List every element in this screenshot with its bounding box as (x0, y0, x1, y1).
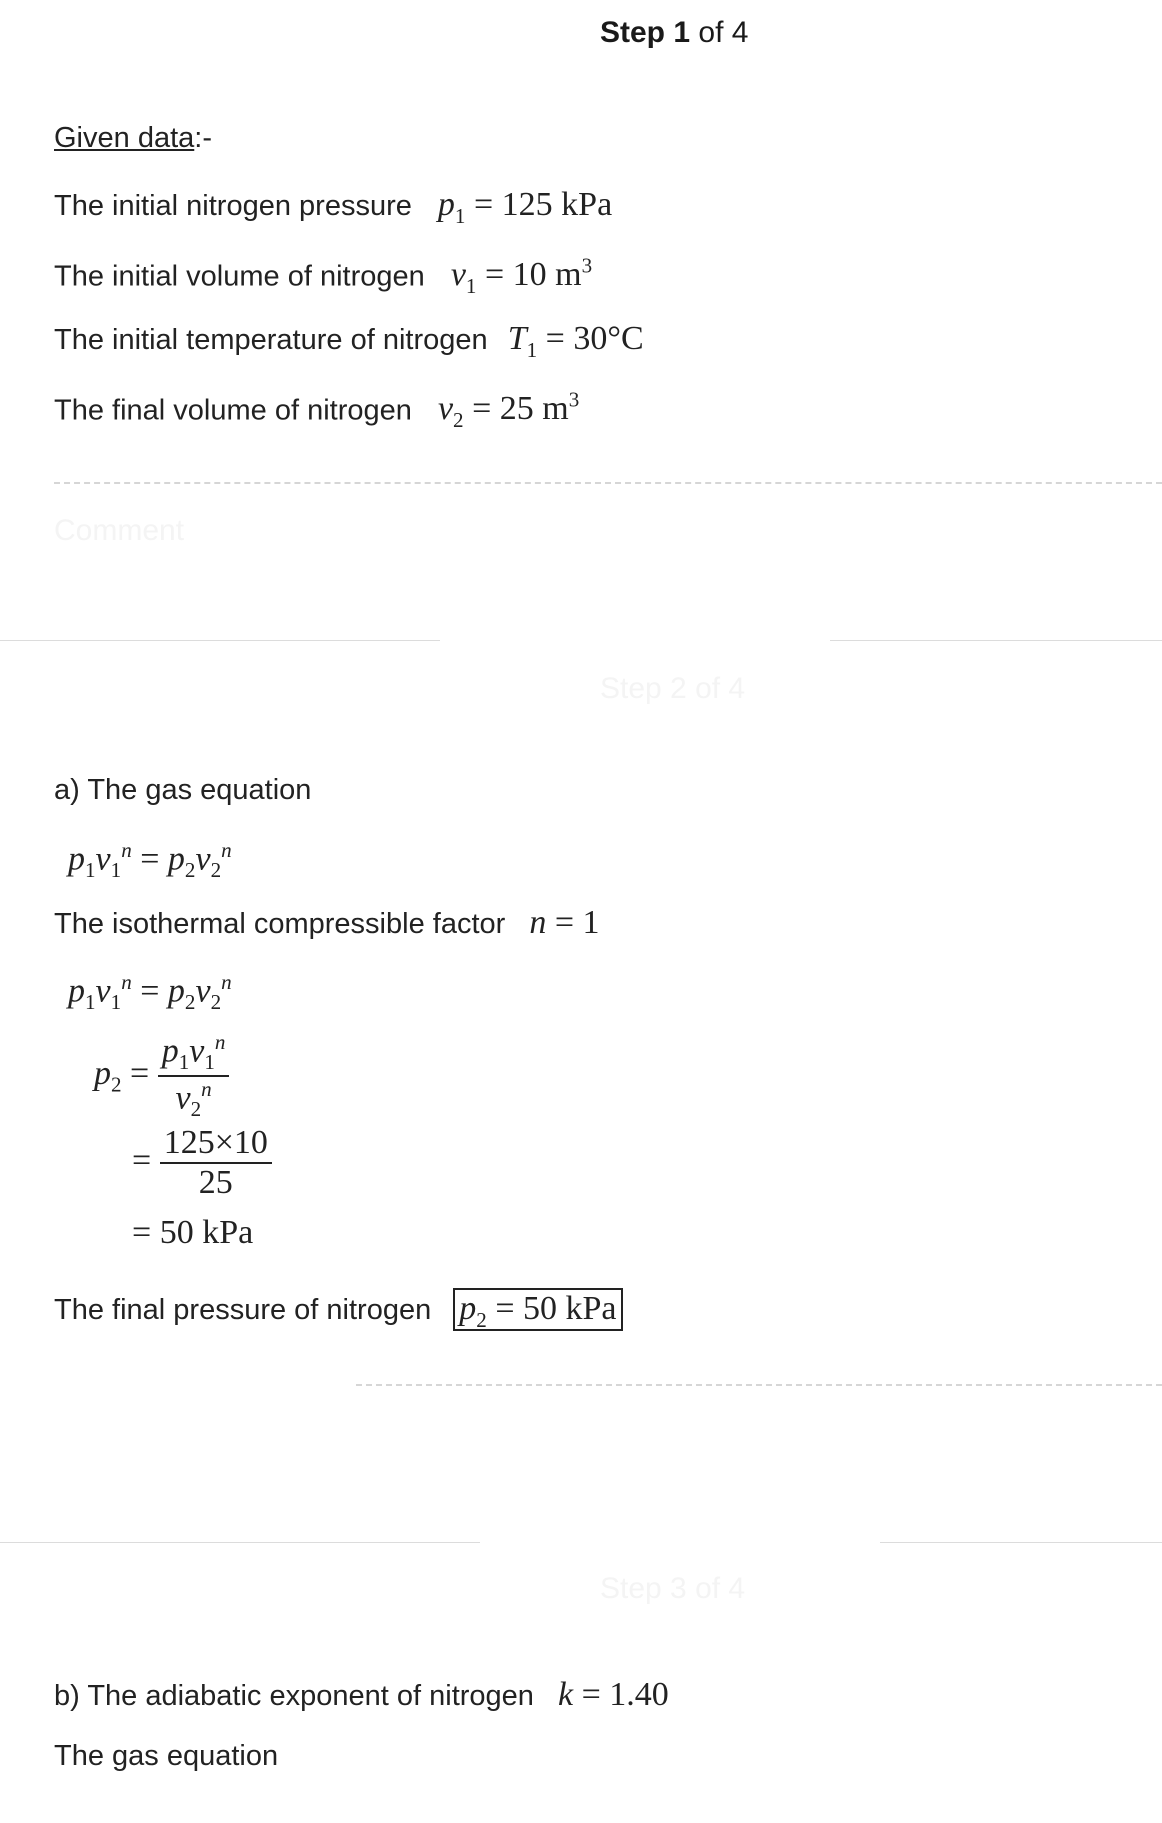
final-pressure-label: The final pressure of nitrogen (54, 1294, 432, 1326)
given-pressure-row (54, 186, 612, 229)
step-3-divider-left (0, 1542, 480, 1543)
final-pressure-answer-box: $p_2 = 50$ kPa (453, 1288, 622, 1331)
gas-equation-1: $p_1v_1^n = p_2v_2^n$ (68, 838, 232, 883)
given-volume-row (54, 254, 592, 299)
isothermal-row (54, 904, 600, 942)
part-b-intro: b) The adiabatic exponent of nitrogen (54, 1680, 534, 1712)
step-total: of 4 (698, 16, 749, 49)
fraction-numerator: 125×10 (160, 1124, 272, 1164)
step-2-header: Step 2 of 4 (600, 672, 746, 705)
given-final-volume-formula: $v_2 = 25$ $m^3$ (437, 388, 580, 433)
p2-fraction: $p_2$ = $\frac{p_1v_1^n}{v_2^n}$ (94, 1030, 229, 1122)
step-header (600, 16, 748, 50)
given-heading: Given data:- (54, 122, 212, 154)
given-pressure-formula: $p_1 = 125$ kPa (437, 186, 613, 228)
step-3-header: Step 3 of 4 (600, 1572, 746, 1605)
part-a-intro: a) The gas equation (54, 774, 312, 806)
part-b-row (54, 1676, 669, 1714)
comment-link[interactable]: Comment (54, 514, 185, 547)
gas-equation-2: $p_1v_1^n = p_2v_2^n$ (68, 970, 232, 1015)
step-divider-right (830, 640, 1162, 641)
adiabatic-exponent: k = 1.40 (557, 1676, 669, 1713)
given-temperature-formula: $T_1 = 30^\circ C$ (507, 320, 644, 362)
p2-result: = 50 kPa (132, 1214, 254, 1251)
step-2-separator (356, 1384, 1162, 1386)
given-volume-formula: $v_1 = 10$ $m^3$ (450, 254, 593, 299)
given-temperature-row (54, 320, 644, 363)
part-b-gas-equation-label: The gas equation (54, 1740, 279, 1772)
given-volume-label: The initial volume of nitrogen (54, 260, 425, 293)
step-3-divider-right (880, 1542, 1162, 1543)
numeric-fraction: = $\frac{125\times 10}{25}$ (132, 1124, 272, 1202)
isothermal-value: n = 1 (529, 904, 600, 941)
comment-separator (54, 482, 1162, 484)
isothermal-label: The isothermal compressible factor (54, 908, 506, 940)
final-pressure-row (54, 1290, 623, 1333)
given-final-volume-label: The final volume of nitrogen (54, 394, 412, 427)
given-temperature-label: The initial temperature of nitrogen (54, 324, 488, 356)
fraction-denominator: 25 (198, 1164, 233, 1201)
step-number: 1 (673, 16, 691, 49)
step-label: Step (600, 16, 666, 49)
given-pressure-label: The initial nitrogen pressure (54, 190, 412, 222)
given-final-volume-row (54, 388, 579, 433)
step-divider-left (0, 640, 440, 641)
